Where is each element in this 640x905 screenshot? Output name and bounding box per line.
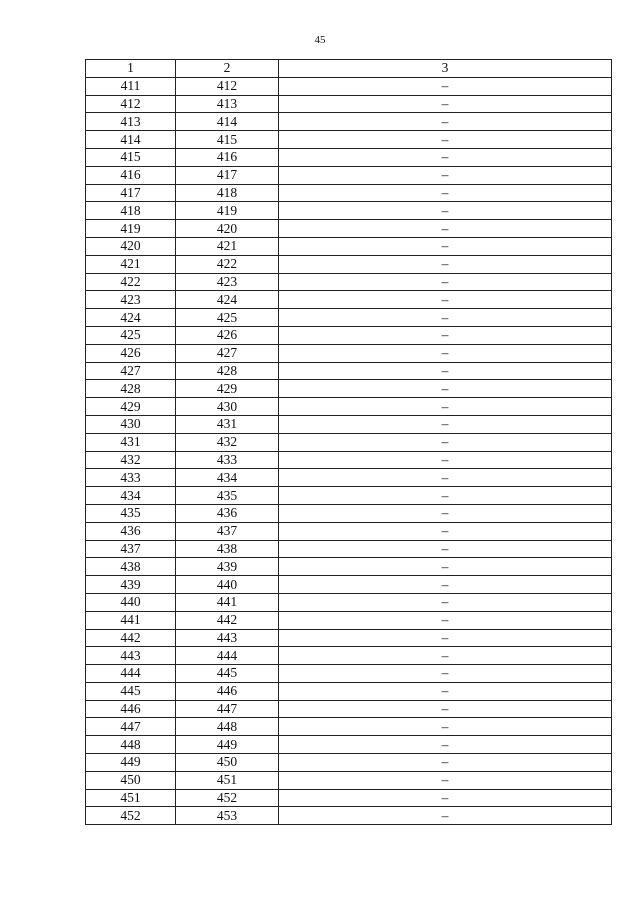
table-cell-col-1: 422 <box>86 273 176 291</box>
page-number: 45 <box>314 34 326 46</box>
table-cell-col-3: – <box>279 380 612 398</box>
table-cell-col-1: 446 <box>86 700 176 718</box>
table-row <box>86 184 612 202</box>
table-cell-col-3: – <box>279 398 612 416</box>
table-cell-col-3: – <box>279 718 612 736</box>
table-cell-col-2: 427 <box>176 344 279 362</box>
table-cell-col-1: 449 <box>86 754 176 772</box>
table-cell-col-3: – <box>279 522 612 540</box>
table-cell-col-1: 424 <box>86 309 176 327</box>
table-cell-col-2: 439 <box>176 558 279 576</box>
table-row <box>86 736 612 754</box>
table-cell-col-2: 413 <box>176 95 279 113</box>
table-cell-col-2: 434 <box>176 469 279 487</box>
table-row <box>86 540 612 558</box>
table-row <box>86 558 612 576</box>
table-cell-col-2: 425 <box>176 309 279 327</box>
table-cell-col-3: – <box>279 807 612 825</box>
table-row <box>86 220 612 238</box>
table-row <box>86 629 612 647</box>
table-cell-col-2: 420 <box>176 220 279 238</box>
table-cell-col-1: 417 <box>86 184 176 202</box>
table-cell-col-3: – <box>279 593 612 611</box>
table-cell-col-1: 434 <box>86 487 176 505</box>
table-cell-col-3: – <box>279 202 612 220</box>
table-body <box>86 77 612 824</box>
table-row <box>86 77 612 95</box>
table-row <box>86 273 612 291</box>
table-cell-col-2: 426 <box>176 326 279 344</box>
table-cell-col-2: 448 <box>176 718 279 736</box>
table-cell-col-1: 436 <box>86 522 176 540</box>
table-row <box>86 398 612 416</box>
table-cell-col-2: 414 <box>176 113 279 131</box>
table-row <box>86 415 612 433</box>
table-cell-col-3: – <box>279 665 612 683</box>
table-cell-col-2: 418 <box>176 184 279 202</box>
table-cell-col-3: – <box>279 736 612 754</box>
table-cell-col-2: 444 <box>176 647 279 665</box>
table-row <box>86 754 612 772</box>
table-cell-col-3: – <box>279 362 612 380</box>
table-row <box>86 593 612 611</box>
table-cell-col-1: 425 <box>86 326 176 344</box>
column-header-3: 3 <box>279 60 612 78</box>
table-cell-col-1: 429 <box>86 398 176 416</box>
table-cell-col-3: – <box>279 166 612 184</box>
table-cell-col-1: 435 <box>86 504 176 522</box>
table-cell-col-3: – <box>279 415 612 433</box>
table-cell-col-3: – <box>279 255 612 273</box>
table-cell-col-2: 438 <box>176 540 279 558</box>
table-cell-col-1: 437 <box>86 540 176 558</box>
column-header-2: 2 <box>176 60 279 78</box>
table-cell-col-3: – <box>279 326 612 344</box>
table-row <box>86 611 612 629</box>
table-row <box>86 237 612 255</box>
table-row <box>86 148 612 166</box>
table-cell-col-2: 447 <box>176 700 279 718</box>
header-row <box>86 60 612 78</box>
table-row <box>86 131 612 149</box>
table-row <box>86 718 612 736</box>
table-header <box>86 60 612 78</box>
table-row <box>86 255 612 273</box>
table-cell-col-3: – <box>279 184 612 202</box>
table-cell-col-1: 415 <box>86 148 176 166</box>
table-row <box>86 291 612 309</box>
table-cell-col-1: 430 <box>86 415 176 433</box>
table-cell-col-2: 419 <box>176 202 279 220</box>
table-cell-col-2: 421 <box>176 237 279 255</box>
table-cell-col-2: 440 <box>176 576 279 594</box>
table-cell-col-2: 428 <box>176 362 279 380</box>
table-cell-col-3: – <box>279 273 612 291</box>
table-cell-col-1: 431 <box>86 433 176 451</box>
table-cell-col-3: – <box>279 77 612 95</box>
table-cell-col-2: 453 <box>176 807 279 825</box>
table-cell-col-1: 444 <box>86 665 176 683</box>
table-cell-col-2: 451 <box>176 771 279 789</box>
table-row <box>86 789 612 807</box>
table-cell-col-2: 429 <box>176 380 279 398</box>
table-cell-col-1: 450 <box>86 771 176 789</box>
table-cell-col-3: – <box>279 611 612 629</box>
table-cell-col-1: 438 <box>86 558 176 576</box>
table-cell-col-3: – <box>279 647 612 665</box>
table-cell-col-2: 431 <box>176 415 279 433</box>
table-cell-col-3: – <box>279 148 612 166</box>
table-cell-col-2: 450 <box>176 754 279 772</box>
table-cell-col-1: 421 <box>86 255 176 273</box>
table-cell-col-1: 432 <box>86 451 176 469</box>
table-cell-col-3: – <box>279 754 612 772</box>
table-cell-col-3: – <box>279 682 612 700</box>
table-cell-col-3: – <box>279 629 612 647</box>
table-cell-col-2: 436 <box>176 504 279 522</box>
table-row <box>86 576 612 594</box>
table-cell-col-3: – <box>279 576 612 594</box>
table-row <box>86 451 612 469</box>
table-cell-col-2: 449 <box>176 736 279 754</box>
table-cell-col-2: 423 <box>176 273 279 291</box>
table-cell-col-1: 448 <box>86 736 176 754</box>
table-cell-col-3: – <box>279 771 612 789</box>
table-cell-col-3: – <box>279 469 612 487</box>
table-row <box>86 682 612 700</box>
table-row <box>86 469 612 487</box>
table-cell-col-1: 443 <box>86 647 176 665</box>
table-row <box>86 700 612 718</box>
table-cell-col-3: – <box>279 700 612 718</box>
table-cell-col-1: 447 <box>86 718 176 736</box>
table-cell-col-3: – <box>279 237 612 255</box>
table-cell-col-3: – <box>279 789 612 807</box>
table-cell-col-2: 416 <box>176 148 279 166</box>
table-cell-col-2: 442 <box>176 611 279 629</box>
table-row <box>86 807 612 825</box>
table-cell-col-1: 416 <box>86 166 176 184</box>
table-cell-col-2: 437 <box>176 522 279 540</box>
table-row <box>86 665 612 683</box>
table-row <box>86 362 612 380</box>
table-cell-col-1: 451 <box>86 789 176 807</box>
table-cell-col-2: 452 <box>176 789 279 807</box>
table-row <box>86 647 612 665</box>
table-cell-col-3: – <box>279 95 612 113</box>
table-cell-col-1: 414 <box>86 131 176 149</box>
table-cell-col-3: – <box>279 113 612 131</box>
table-row <box>86 202 612 220</box>
table-cell-col-1: 428 <box>86 380 176 398</box>
table-cell-col-1: 441 <box>86 611 176 629</box>
table-cell-col-1: 419 <box>86 220 176 238</box>
table-cell-col-2: 433 <box>176 451 279 469</box>
table-cell-col-3: – <box>279 504 612 522</box>
table-cell-col-1: 439 <box>86 576 176 594</box>
table-row <box>86 380 612 398</box>
table-cell-col-1: 445 <box>86 682 176 700</box>
table-cell-col-3: – <box>279 220 612 238</box>
table-cell-col-3: – <box>279 309 612 327</box>
table-cell-col-1: 411 <box>86 77 176 95</box>
table-cell-col-1: 452 <box>86 807 176 825</box>
table-cell-col-3: – <box>279 433 612 451</box>
table-row <box>86 504 612 522</box>
table-cell-col-2: 441 <box>176 593 279 611</box>
table-cell-col-2: 435 <box>176 487 279 505</box>
table-cell-col-3: – <box>279 540 612 558</box>
table-row <box>86 771 612 789</box>
table-cell-col-2: 412 <box>176 77 279 95</box>
table-row <box>86 344 612 362</box>
table-row <box>86 166 612 184</box>
table-cell-col-2: 424 <box>176 291 279 309</box>
table-cell-col-1: 413 <box>86 113 176 131</box>
table-cell-col-3: – <box>279 131 612 149</box>
table-cell-col-3: – <box>279 291 612 309</box>
table-cell-col-3: – <box>279 558 612 576</box>
table-cell-col-3: – <box>279 451 612 469</box>
table-cell-col-2: 445 <box>176 665 279 683</box>
table-cell-col-1: 418 <box>86 202 176 220</box>
data-table <box>85 59 612 825</box>
table-row <box>86 487 612 505</box>
column-header-1: 1 <box>86 60 176 78</box>
table-cell-col-1: 442 <box>86 629 176 647</box>
table-row <box>86 326 612 344</box>
table-row <box>86 522 612 540</box>
table-row <box>86 309 612 327</box>
table-cell-col-1: 440 <box>86 593 176 611</box>
table-cell-col-2: 432 <box>176 433 279 451</box>
table-cell-col-1: 412 <box>86 95 176 113</box>
table-cell-col-1: 426 <box>86 344 176 362</box>
table-cell-col-2: 443 <box>176 629 279 647</box>
table-row <box>86 433 612 451</box>
table-cell-col-1: 420 <box>86 237 176 255</box>
table-cell-col-3: – <box>279 344 612 362</box>
table-cell-col-3: – <box>279 487 612 505</box>
table-cell-col-2: 430 <box>176 398 279 416</box>
table-cell-col-2: 415 <box>176 131 279 149</box>
table-cell-col-2: 417 <box>176 166 279 184</box>
table-cell-col-1: 423 <box>86 291 176 309</box>
table-cell-col-2: 446 <box>176 682 279 700</box>
table-cell-col-2: 422 <box>176 255 279 273</box>
table-row <box>86 95 612 113</box>
table-cell-col-1: 427 <box>86 362 176 380</box>
table-row <box>86 113 612 131</box>
table-cell-col-1: 433 <box>86 469 176 487</box>
